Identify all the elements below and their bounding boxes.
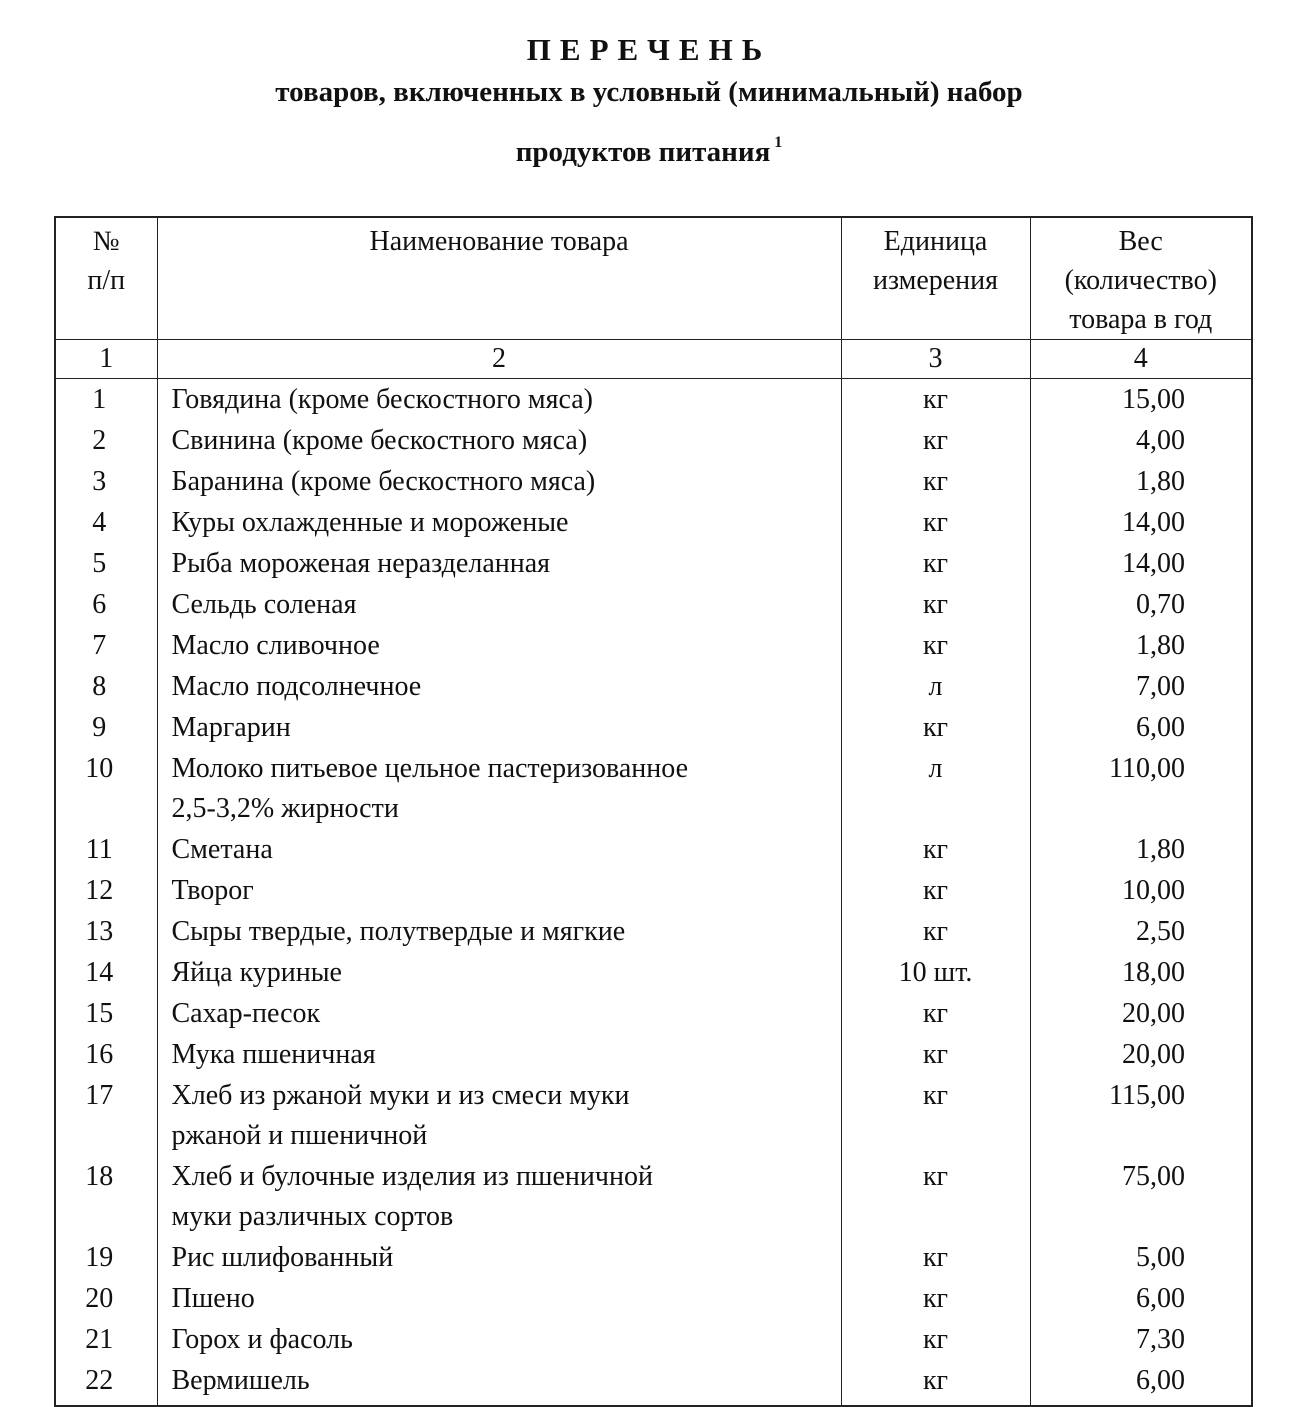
row-number: 8	[55, 666, 157, 707]
table-row	[55, 1278, 1252, 1319]
row-number: 18	[55, 1156, 157, 1237]
table-row	[55, 748, 1252, 829]
row-number: 13	[55, 911, 157, 952]
product-weight: 6,00	[1030, 1278, 1252, 1319]
row-number: 4	[55, 502, 157, 543]
column-number: 2	[157, 340, 841, 379]
product-weight: 18,00	[1030, 952, 1252, 993]
table-row	[55, 625, 1252, 666]
product-weight: 2,50	[1030, 911, 1252, 952]
product-weight: 7,30	[1030, 1319, 1252, 1360]
header-num	[55, 217, 157, 340]
row-number: 16	[55, 1034, 157, 1075]
product-name: Маргарин	[157, 707, 841, 748]
row-number: 3	[55, 461, 157, 502]
table-row	[55, 1075, 1252, 1156]
row-number: 10	[55, 748, 157, 829]
product-unit: кг	[841, 543, 1030, 584]
row-number: 6	[55, 584, 157, 625]
column-number: 4	[1030, 340, 1252, 379]
document-title: ПЕРЕЧЕНЬ	[526, 32, 772, 67]
subtitle-line2-text: продуктов питания	[515, 136, 771, 168]
header-row	[55, 217, 1252, 340]
product-unit: кг	[841, 420, 1030, 461]
product-unit: кг	[841, 1360, 1030, 1406]
product-unit: кг	[841, 1319, 1030, 1360]
product-weight: 110,00	[1030, 748, 1252, 829]
product-unit: кг	[841, 1156, 1030, 1237]
header-num-text: № п/п	[87, 226, 126, 296]
row-number: 20	[55, 1278, 157, 1319]
product-weight: 6,00	[1030, 707, 1252, 748]
table-row	[55, 502, 1252, 543]
column-number-row	[55, 340, 1252, 379]
product-unit: кг	[841, 911, 1030, 952]
table-row	[55, 666, 1252, 707]
product-name: Сыры твердые, полутвердые и мягкие	[157, 911, 841, 952]
table-row	[55, 379, 1252, 421]
product-name: Говядина (кроме бескостного мяса)	[157, 379, 841, 421]
product-name: Горох и фасоль	[157, 1319, 841, 1360]
product-weight: 0,70	[1030, 584, 1252, 625]
product-name: Сметана	[157, 829, 841, 870]
product-weight: 15,00	[1030, 379, 1252, 421]
product-unit: кг	[841, 502, 1030, 543]
product-name: Мука пшеничная	[157, 1034, 841, 1075]
row-number: 17	[55, 1075, 157, 1156]
row-number: 2	[55, 420, 157, 461]
table-body	[55, 379, 1252, 1407]
product-name: Рис шлифованный	[157, 1237, 841, 1278]
product-unit: кг	[841, 461, 1030, 502]
product-name: Молоко питьевое цельное пастеризованное 2,5-3,2% жирности	[157, 748, 841, 829]
product-name: Яйца куриные	[157, 952, 841, 993]
table-row	[55, 1034, 1252, 1075]
table-row	[55, 543, 1252, 584]
product-weight: 1,80	[1030, 829, 1252, 870]
product-unit: кг	[841, 379, 1030, 421]
product-name: Сельдь соленая	[157, 584, 841, 625]
product-unit: кг	[841, 870, 1030, 911]
product-name: Хлеб из ржаной муки и из смеси муки ржаной и пшеничной	[157, 1075, 841, 1156]
product-name: Хлеб и булочные изделия из пшеничной муки различных сортов	[157, 1156, 841, 1237]
header-weight	[1030, 217, 1252, 340]
row-number: 14	[55, 952, 157, 993]
product-name: Масло сливочное	[157, 625, 841, 666]
table-row	[55, 1156, 1252, 1237]
header-unit-text: Единица измерения	[872, 226, 999, 296]
product-name: Рыба мороженая неразделанная	[157, 543, 841, 584]
table-row	[55, 707, 1252, 748]
table-row	[55, 461, 1252, 502]
row-number: 1	[55, 379, 157, 421]
header-weight-text: Вес (количество) товара в год	[1064, 226, 1217, 335]
goods-table	[54, 216, 1253, 1407]
row-number: 21	[55, 1319, 157, 1360]
product-weight: 14,00	[1030, 502, 1252, 543]
table-row	[55, 952, 1252, 993]
table-row	[55, 584, 1252, 625]
product-name: Свинина (кроме бескостного мяса)	[157, 420, 841, 461]
product-unit: кг	[841, 1075, 1030, 1156]
product-unit: кг	[841, 1237, 1030, 1278]
row-number: 11	[55, 829, 157, 870]
footnote-mark: 1	[774, 134, 783, 151]
table-row	[55, 829, 1252, 870]
row-number: 12	[55, 870, 157, 911]
product-weight: 20,00	[1030, 993, 1252, 1034]
product-unit: кг	[841, 584, 1030, 625]
row-number: 9	[55, 707, 157, 748]
product-name: Куры охлажденные и мороженые	[157, 502, 841, 543]
document-subtitle-line1: товаров, включенных в условный (минимальный) набор	[275, 76, 1023, 108]
product-unit: кг	[841, 625, 1030, 666]
row-number: 19	[55, 1237, 157, 1278]
product-unit: кг	[841, 1034, 1030, 1075]
table-row	[55, 993, 1252, 1034]
product-unit: кг	[841, 707, 1030, 748]
row-number: 5	[55, 543, 157, 584]
product-name: Сахар-песок	[157, 993, 841, 1034]
column-number: 3	[841, 340, 1030, 379]
table-row	[55, 1360, 1252, 1406]
product-name: Масло подсолнечное	[157, 666, 841, 707]
document-subtitle-line2	[0, 123, 1298, 172]
product-weight: 4,00	[1030, 420, 1252, 461]
table-row	[55, 1319, 1252, 1360]
column-number: 1	[55, 340, 157, 379]
table-row	[55, 1237, 1252, 1278]
row-number: 22	[55, 1360, 157, 1406]
row-number: 7	[55, 625, 157, 666]
product-unit: 10 шт.	[841, 952, 1030, 993]
product-weight: 20,00	[1030, 1034, 1252, 1075]
header-unit	[841, 217, 1030, 340]
product-unit: кг	[841, 1278, 1030, 1319]
product-weight: 14,00	[1030, 543, 1252, 584]
header-name: Наименование товара	[157, 217, 841, 340]
product-weight: 10,00	[1030, 870, 1252, 911]
row-number: 15	[55, 993, 157, 1034]
product-weight: 75,00	[1030, 1156, 1252, 1237]
product-name: Пшено	[157, 1278, 841, 1319]
product-weight: 5,00	[1030, 1237, 1252, 1278]
product-name: Творог	[157, 870, 841, 911]
table-row	[55, 870, 1252, 911]
product-name: Баранина (кроме бескостного мяса)	[157, 461, 841, 502]
product-weight: 6,00	[1030, 1360, 1252, 1406]
product-weight: 115,00	[1030, 1075, 1252, 1156]
product-weight: 1,80	[1030, 461, 1252, 502]
product-name: Вермишель	[157, 1360, 841, 1406]
product-unit: кг	[841, 993, 1030, 1034]
product-unit: л	[841, 748, 1030, 829]
product-weight: 1,80	[1030, 625, 1252, 666]
product-weight: 7,00	[1030, 666, 1252, 707]
product-unit: л	[841, 666, 1030, 707]
table-row	[55, 911, 1252, 952]
product-unit: кг	[841, 829, 1030, 870]
table-row	[55, 420, 1252, 461]
